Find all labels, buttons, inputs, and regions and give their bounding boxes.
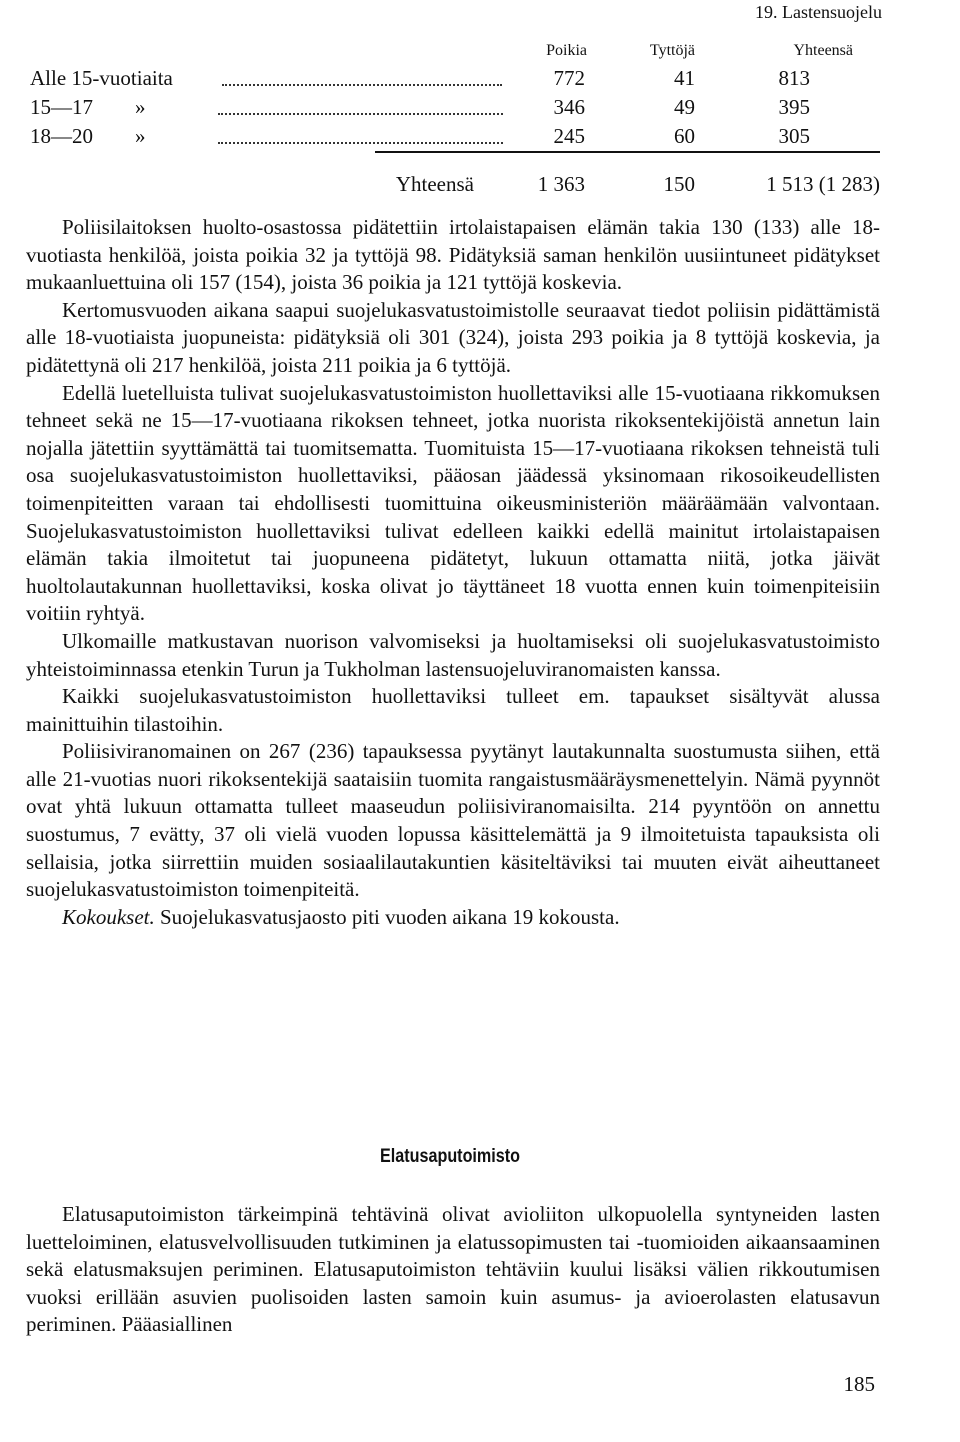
running-header: 19. Lastensuojelu	[755, 2, 882, 22]
cell-poikia: 245	[553, 124, 585, 148]
cell-tyttoja: 49	[674, 95, 695, 119]
paragraph: Kertomusvuoden aikana saapui suojelukasvatustoimistolle seuraavat tiedot poliisin pidättämistä alle 18-vuotiaista juopuneista: pidätyksiä oli 301 (324), joista 293 poikia ja 8 tyttöjä koskevia, ja pidätettynä oli 217 henkilöä, joista 211 poikia ja 6 tyttöjä.	[26, 297, 880, 377]
ditto-mark: »	[135, 124, 146, 148]
cell-poikia: 346	[553, 95, 585, 119]
table-header-row	[30, 38, 880, 64]
paragraph: Poliisilaitoksen huolto-osastossa pidätettiin irtolaistapaisen elämän takia 130 (133) alle 18-vuotiasta henkilöä, joista poikia 32 ja tyttöjä 98. Pidätyksiä saman henkilön uusiintuneet pidätykset mukaanluettuina oli 157 (154), joista 36 poikia ja 121 tyttöjä koskevia.	[26, 215, 880, 295]
row-label: Alle 15-vuotiaita	[30, 66, 173, 90]
table-row	[30, 122, 880, 151]
total-tyttoja: 150	[663, 172, 695, 196]
cell-poikia: 772	[553, 66, 585, 90]
page-number: 185	[843, 1372, 875, 1396]
row-label	[30, 122, 146, 151]
body-text	[26, 214, 880, 931]
total-label: Yhteensä	[395, 172, 474, 196]
section-text	[26, 1201, 880, 1339]
table-row	[30, 93, 880, 122]
paragraph: Ulkomaille matkustavan nuorison valvomiseksi ja huoltamiseksi oli suojelukasvatustoimisto yhteistoiminnassa etenkin Turun ja Tukholman lastensuojeluviranomaisten kanssa.	[26, 628, 880, 681]
cell-yhteensa: 305	[778, 124, 810, 148]
leader-dots	[222, 84, 502, 86]
paragraph: Edellä luetelluista tulivat suojelukasvatustoimiston huollettaviksi alle 15-vuotiaana rikkomuksen tehneet sekä ne 15—17-vuotiaana rikoksen tehneet, jotka nuorista rikoksentekijöistä annetun lain nojalla jätettiin syyttämättä tai tuomitsematta. Tuomituista 15—17-vuotiaana rikoksen tehneistä tuli osa suojelukasvatustoimiston huollettaviksi, pääosan jäädessä yksinomaan rikosoikeudellisten toimenpiteitten varaan tai ehdollisesti tuomittuina oikeusministeriön määräämään valvontaan. Suojelukasvatustoimiston huollettaviksi tulivat edelleen kaikki edellä mainitut irtolaistapaisen elämän takia ilmoitetut tai juopuneena pidätetyt, lukuun ottamatta niitä, jotka jäivät huoltolautakunnan huollettaviksi, koska olivat jo täyttäneet 18 vuotta ennen kuin toimenpiteisiin voitiin ryhtyä.	[26, 380, 880, 626]
ditto-mark: »	[135, 95, 146, 119]
column-header-yhteensa: Yhteensä	[793, 42, 853, 59]
paragraph: Kaikki suojelukasvatustoimiston huollettaviksi tulleet em. tapaukset sisältyvät alussa mainittuihin tilastoihin.	[26, 684, 880, 736]
meetings-label: Kokoukset.	[62, 904, 155, 929]
row-label	[30, 93, 146, 122]
paragraph: Poliisiviranomainen on 267 (236) tapauksessa pyytänyt lautakunnalta suostumusta siihen, että alle 21-vuotias nuori rikoksentekijä saataisiin tuomita rangaistusmääräysmenettelyin. Nämä pyynnöt ovat yhtä lukuun ottamatta tulleet maaseudun poliisiviranomaisilta. 214 pyyntöön on annettu suostumus, 7 evätty, 37 oli vielä vuoden lopussa käsittelemättä ja 9 ilmoitetuista tapauksista oli sellaisia, jotka siirrettiin muiden sosiaalilautakuntien käsiteltäviksi tai muuten eivät aiheuttaneet suojelukasvatustoimiston toimenpiteitä.	[26, 739, 880, 902]
total-rule	[375, 151, 880, 153]
row-label-text: 18—20	[30, 124, 93, 148]
section-title: Elatusaputoimisto	[380, 1146, 520, 1167]
table-total-row	[30, 169, 880, 199]
column-header-poikia: Poikia	[546, 42, 587, 59]
meetings-paragraph	[26, 904, 880, 932]
cell-tyttoja: 60	[674, 124, 695, 148]
cell-tyttoja: 41	[674, 66, 695, 90]
paragraph: Elatusaputoimiston tärkeimpinä tehtävinä olivat avioliiton ulkopuolella syntyneiden lasten luetteloiminen, elatusvelvollisuuden tutkiminen ja elatussopimusten tai -tuomioiden aikaansaaminen sekä elatusmaksujen periminen. Elatusaputoimiston tehtäviin kuului lisäksi välien rikkoutumisen vuoksi erillään asuvien puolisoiden lasten samoin kuin asumus- ja avioerolasten elatusavun periminen. Pääasiallinen	[26, 1202, 880, 1337]
leader-dots	[218, 113, 503, 115]
leader-dots	[218, 142, 503, 144]
cell-yhteensa: 813	[778, 66, 810, 90]
column-header-tyttoja: Tyttöjä	[649, 42, 695, 59]
table-row	[30, 64, 880, 93]
total-yhteensa: 1 513 (1 283)	[766, 172, 880, 196]
total-poikia: 1 363	[537, 172, 585, 196]
statistics-table	[30, 38, 880, 199]
meetings-text: Suojelukasvatusjaosto piti vuoden aikana 19 kokousta.	[154, 904, 620, 929]
row-label-text: 15—17	[30, 95, 93, 119]
cell-yhteensa: 395	[778, 95, 810, 119]
